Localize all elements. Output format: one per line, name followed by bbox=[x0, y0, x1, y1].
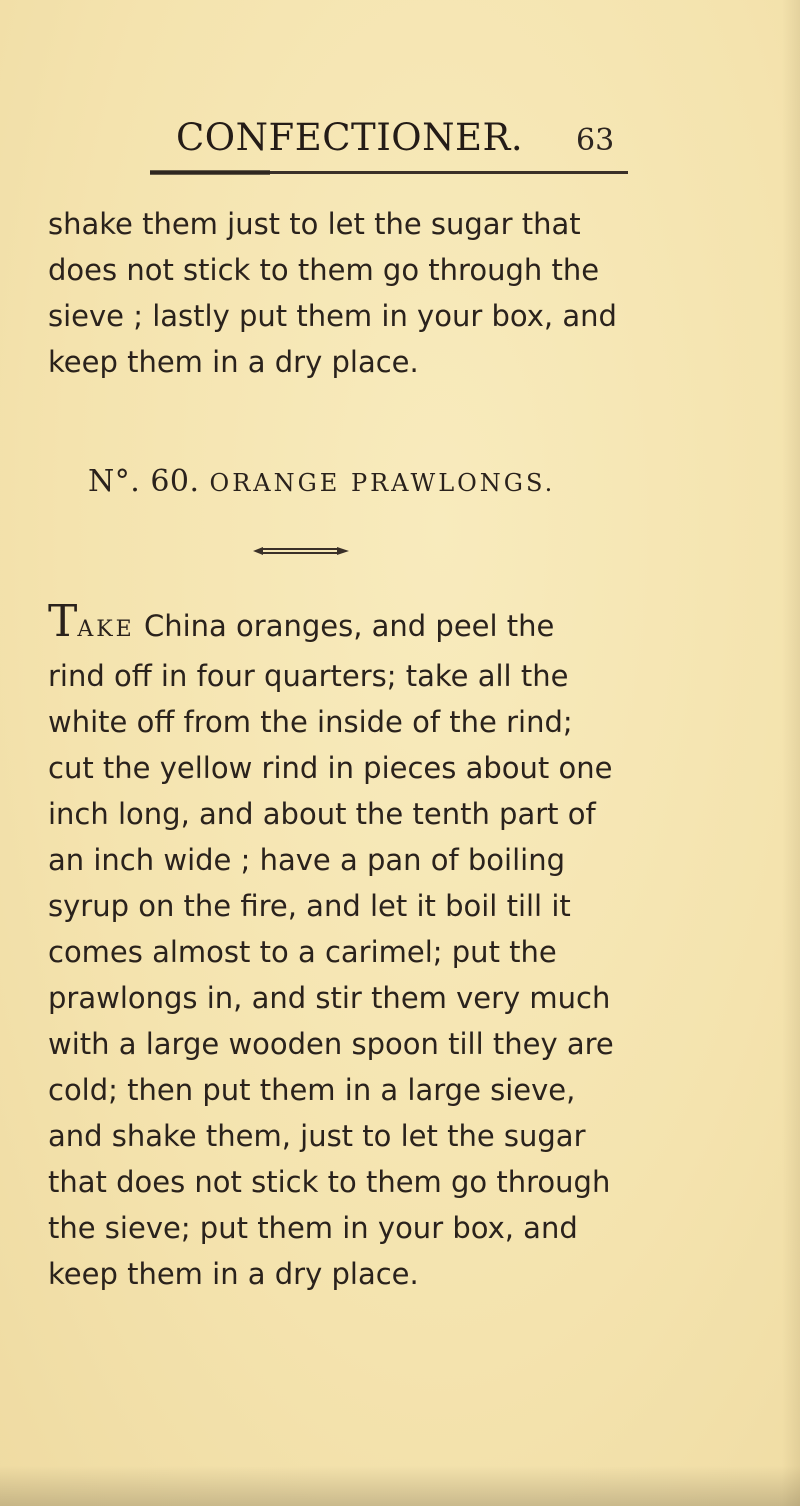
page-bottom-shadow bbox=[0, 1466, 800, 1506]
text-line: prawlongs in, and stir them very much bbox=[48, 981, 611, 1015]
text-line: syrup on the fire, and let it boil till it bbox=[48, 889, 571, 923]
text-line: cut the yellow rind in pieces about one bbox=[48, 751, 613, 785]
running-head-title: CONFECTIONER. bbox=[176, 116, 524, 159]
text-line: keep them in a dry place. bbox=[48, 1257, 419, 1291]
recipe-title: ORANGE PRAWLONGS. bbox=[209, 469, 556, 497]
first-line-text: China oranges, and peel the bbox=[134, 609, 555, 643]
small-caps-word: AKE bbox=[77, 617, 135, 642]
text-line: comes almost to a carimel; put the bbox=[48, 935, 557, 969]
text-line: the sieve; put them in your box, and bbox=[48, 1211, 578, 1245]
text-line: keep them in a dry place. bbox=[48, 345, 419, 379]
text-line: cold; then put them in a large sieve, bbox=[48, 1073, 576, 1107]
ornament-rule bbox=[253, 545, 349, 557]
drop-cap: T bbox=[48, 596, 78, 647]
text-line: rind off in four quarters; take all the bbox=[48, 659, 569, 693]
recipe-number: N°. 60. bbox=[88, 464, 200, 499]
recipe-body bbox=[48, 596, 648, 1297]
text-line: inch long, and about the tenth part of bbox=[48, 797, 596, 831]
text-line: and shake them, just to let the sugar bbox=[48, 1119, 586, 1153]
text-line: that does not stick to them go through bbox=[48, 1165, 611, 1199]
text-line: shake them just to let the sugar that bbox=[48, 207, 581, 241]
page-number: 63 bbox=[576, 123, 615, 158]
page-edge-shadow bbox=[782, 0, 800, 1506]
recipe-first-line bbox=[48, 596, 648, 653]
text-line: sieve ; lastly put them in your box, and bbox=[48, 299, 617, 333]
header-rule bbox=[150, 170, 628, 176]
text-line: white off from the inside of the rind; bbox=[48, 705, 573, 739]
text-line: with a large wooden spoon till they are bbox=[48, 1027, 614, 1061]
text-line: does not stick to them go through the bbox=[48, 253, 600, 287]
text-line: an inch wide ; have a pan of boiling bbox=[48, 843, 566, 877]
continuation-paragraph bbox=[48, 201, 648, 385]
recipe-heading bbox=[88, 464, 555, 499]
